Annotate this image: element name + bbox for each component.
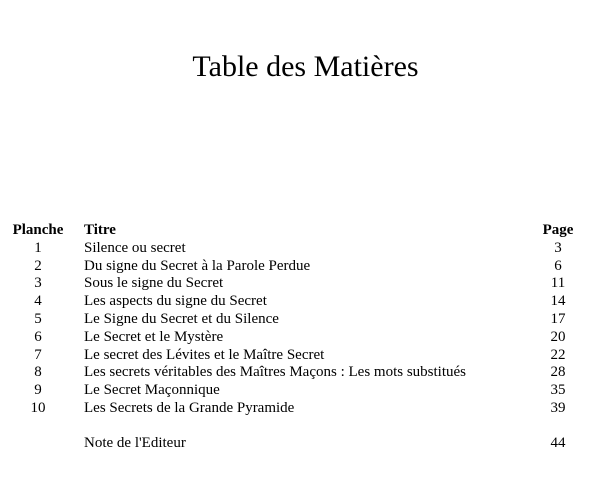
table-row [0, 275, 611, 293]
row-page-number: 6 [554, 257, 562, 274]
table-row [0, 329, 611, 347]
row-page-number: 14 [550, 293, 566, 310]
row-planche-number: 2 [34, 257, 42, 274]
table-row [0, 240, 611, 258]
table-row [0, 382, 611, 400]
row-title: Le Signe du Secret et du Silence [84, 310, 279, 327]
row-planche-number: 7 [34, 346, 42, 363]
table-row [0, 311, 611, 329]
row-title: Les Secrets de la Grande Pyramide [84, 399, 295, 416]
row-planche-number: 8 [34, 364, 42, 381]
row-title: Le Secret et le Mystère [84, 328, 224, 345]
row-title: Les aspects du signe du Secret [84, 293, 267, 310]
editor-note-page: 44 [550, 434, 566, 451]
table-row [0, 347, 611, 365]
table-of-contents [0, 222, 611, 453]
editor-note-row [0, 435, 611, 453]
row-title: Du signe du Secret à la Parole Perdue [84, 257, 311, 274]
row-page-number: 35 [550, 382, 566, 399]
page-title: Table des Matières [192, 50, 419, 83]
table-row [0, 258, 611, 276]
header-titre: Titre [84, 222, 116, 238]
row-planche-number: 6 [34, 328, 42, 345]
row-title: Silence ou secret [84, 239, 186, 256]
row-planche-number: 5 [34, 310, 42, 327]
row-page-number: 28 [550, 364, 566, 381]
spacer [0, 418, 611, 435]
header-planche: Planche [12, 222, 64, 238]
row-planche-number: 9 [34, 382, 42, 399]
row-title: Le secret des Lévites et le Maître Secret [84, 346, 325, 363]
row-page-number: 22 [550, 346, 566, 363]
table-row [0, 293, 611, 311]
row-page-number: 3 [554, 239, 562, 256]
table-row [0, 400, 611, 418]
editor-note-title: Note de l'Editeur [84, 434, 186, 451]
table-header-row [0, 222, 611, 240]
row-planche-number: 4 [34, 293, 42, 310]
row-page-number: 11 [550, 275, 566, 292]
header-page: Page [542, 222, 574, 238]
row-page-number: 39 [550, 399, 566, 416]
row-planche-number: 10 [30, 399, 46, 416]
row-planche-number: 3 [34, 275, 42, 292]
row-planche-number: 1 [34, 239, 42, 256]
row-page-number: 20 [550, 328, 566, 345]
row-title: Les secrets véritables des Maîtres Maçons : Les mots substitués [84, 364, 467, 381]
row-title: Le Secret Maçonnique [84, 382, 220, 399]
row-page-number: 17 [550, 310, 566, 327]
table-row [0, 364, 611, 382]
row-title: Sous le signe du Secret [84, 275, 224, 292]
